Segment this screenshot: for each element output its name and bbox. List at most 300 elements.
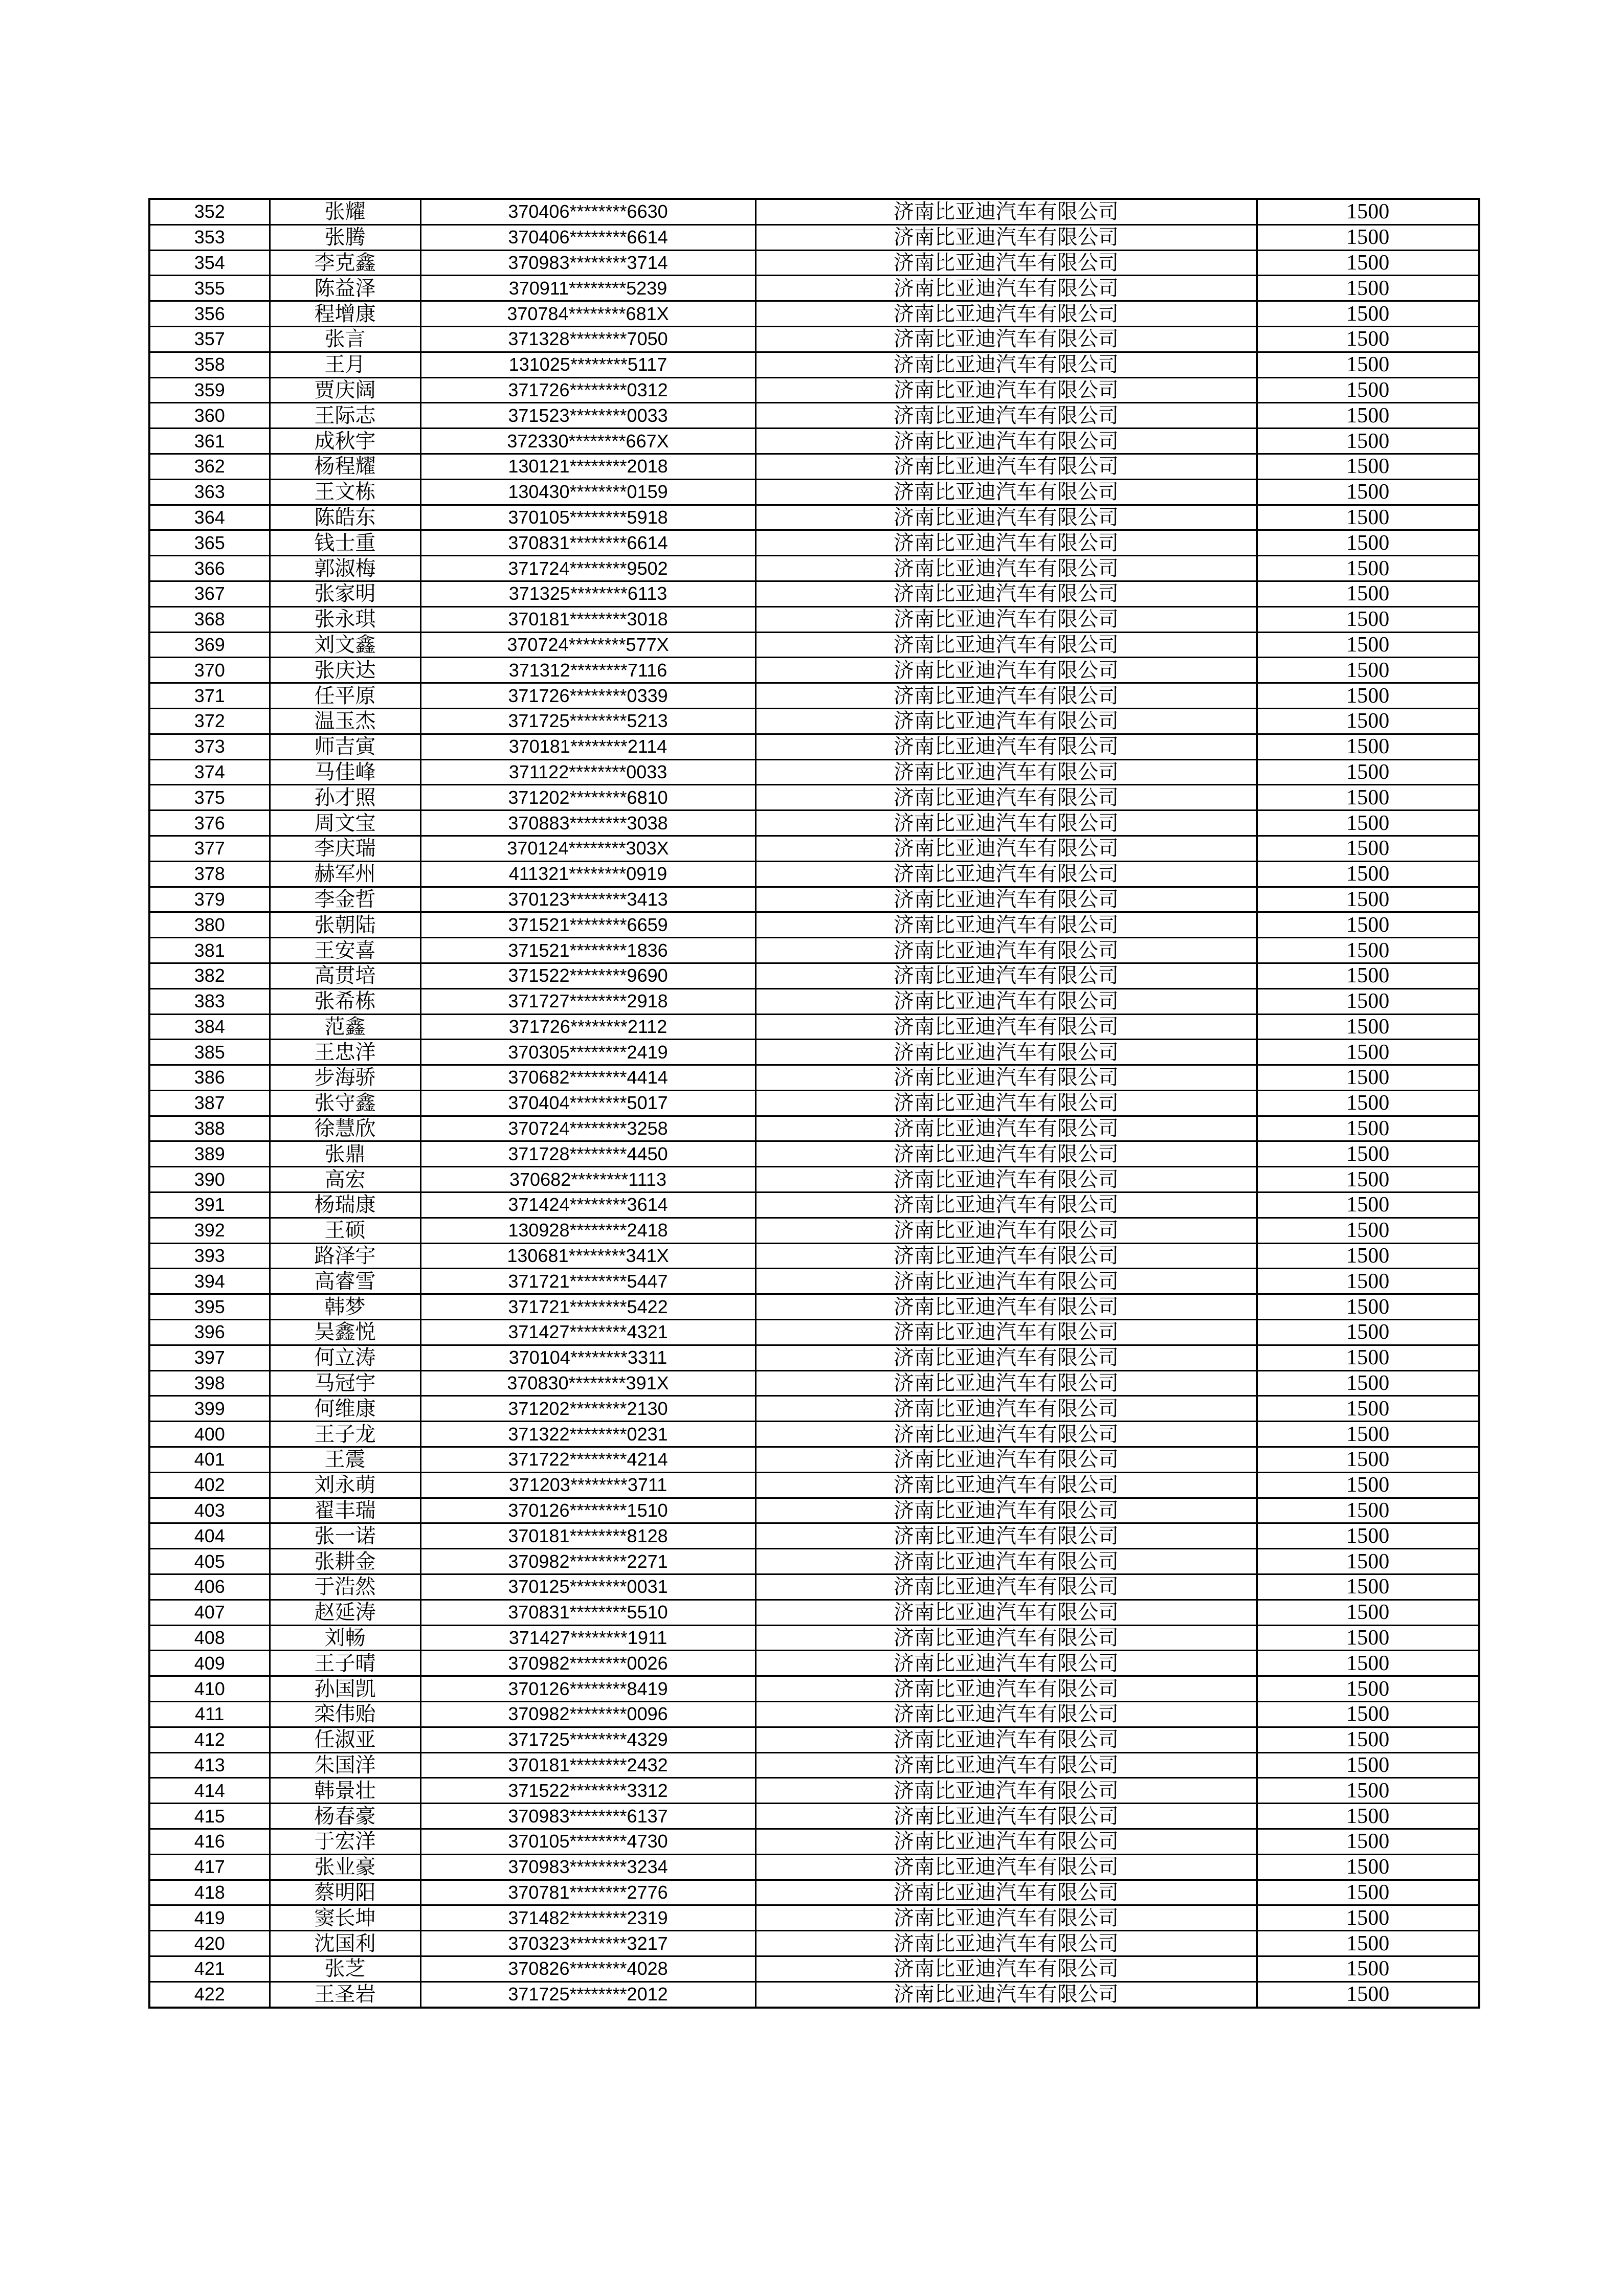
company-cell: 济南比亚迪汽车有限公司 [755, 199, 1257, 224]
company-cell: 济南比亚迪汽车有限公司 [755, 938, 1257, 963]
amount-cell: 1500 [1257, 505, 1479, 530]
amount-cell: 1500 [1257, 1727, 1479, 1752]
company-cell: 济南比亚迪汽车有限公司 [755, 1167, 1257, 1192]
amount-cell: 1500 [1257, 1702, 1479, 1727]
name-cell: 张鼎 [270, 1141, 420, 1167]
row-number-cell: 374 [149, 759, 270, 785]
name-cell: 于宏洋 [270, 1829, 420, 1855]
amount-cell: 1500 [1257, 1294, 1479, 1320]
id-number-cell: 371522********9690 [420, 963, 755, 988]
name-cell: 张庆达 [270, 658, 420, 683]
row-number-cell: 364 [149, 505, 270, 530]
row-number-cell: 381 [149, 938, 270, 963]
row-number-cell: 355 [149, 276, 270, 301]
table-row [149, 1676, 1479, 1702]
table-row [149, 1549, 1479, 1574]
name-cell: 王圣岩 [270, 1982, 420, 2007]
table-row [149, 429, 1479, 454]
name-cell: 刘畅 [270, 1625, 420, 1651]
id-number-cell: 370781********2776 [420, 1880, 755, 1905]
table-row [149, 734, 1479, 759]
row-number-cell: 398 [149, 1370, 270, 1396]
row-number-cell: 405 [149, 1549, 270, 1574]
name-cell: 师吉寅 [270, 734, 420, 759]
company-cell: 济南比亚迪汽车有限公司 [755, 988, 1257, 1014]
company-cell: 济南比亚迪汽车有限公司 [755, 1651, 1257, 1676]
amount-cell: 1500 [1257, 1141, 1479, 1167]
row-number-cell: 371 [149, 683, 270, 709]
table-row [149, 708, 1479, 734]
table-row [149, 326, 1479, 352]
table-row [149, 224, 1479, 250]
id-number-cell: 370983********6137 [420, 1804, 755, 1829]
table-row [149, 836, 1479, 861]
name-cell: 王安喜 [270, 938, 420, 963]
table-row [149, 988, 1479, 1014]
amount-cell: 1500 [1257, 1472, 1479, 1498]
name-cell: 杨程耀 [270, 454, 420, 479]
amount-cell: 1500 [1257, 1269, 1479, 1294]
amount-cell: 1500 [1257, 836, 1479, 861]
id-number-cell: 371523********0033 [420, 403, 755, 429]
name-cell: 程增康 [270, 301, 420, 327]
id-number-cell: 130121********2018 [420, 454, 755, 479]
name-cell: 路泽宇 [270, 1243, 420, 1269]
amount-cell: 1500 [1257, 1829, 1479, 1855]
id-number-cell: 371312********7116 [420, 658, 755, 683]
table-row [149, 377, 1479, 403]
row-number-cell: 365 [149, 530, 270, 556]
table-row [149, 1651, 1479, 1676]
amount-cell: 1500 [1257, 301, 1479, 327]
company-cell: 济南比亚迪汽车有限公司 [755, 606, 1257, 632]
company-cell: 济南比亚迪汽车有限公司 [755, 1345, 1257, 1370]
company-cell: 济南比亚迪汽车有限公司 [755, 556, 1257, 581]
name-cell: 马佳峰 [270, 759, 420, 785]
row-number-cell: 358 [149, 352, 270, 377]
id-number-cell: 371325********6113 [420, 581, 755, 606]
id-number-cell: 371521********6659 [420, 912, 755, 938]
id-number-cell: 370181********2432 [420, 1752, 755, 1778]
row-number-cell: 368 [149, 606, 270, 632]
amount-cell: 1500 [1257, 556, 1479, 581]
row-number-cell: 390 [149, 1167, 270, 1192]
id-number-cell: 371727********2918 [420, 988, 755, 1014]
id-number-cell: 371726********0339 [420, 683, 755, 709]
company-cell: 济南比亚迪汽车有限公司 [755, 1727, 1257, 1752]
table-row [149, 276, 1479, 301]
company-cell: 济南比亚迪汽车有限公司 [755, 1829, 1257, 1855]
id-number-cell: 370105********4730 [420, 1829, 755, 1855]
name-cell: 王文栋 [270, 479, 420, 505]
row-number-cell: 391 [149, 1192, 270, 1218]
name-cell: 陈皓东 [270, 505, 420, 530]
name-cell: 周文宝 [270, 811, 420, 836]
amount-cell: 1500 [1257, 479, 1479, 505]
roster-table [148, 198, 1480, 2009]
name-cell: 钱士重 [270, 530, 420, 556]
name-cell: 范鑫 [270, 1014, 420, 1040]
company-cell: 济南比亚迪汽车有限公司 [755, 1269, 1257, 1294]
amount-cell: 1500 [1257, 887, 1479, 912]
company-cell: 济南比亚迪汽车有限公司 [755, 683, 1257, 709]
name-cell: 李克鑫 [270, 250, 420, 276]
name-cell: 赫军州 [270, 861, 420, 887]
table-row [149, 1702, 1479, 1727]
id-number-cell: 370125********0031 [420, 1574, 755, 1600]
table-row [149, 301, 1479, 327]
table-row [149, 606, 1479, 632]
company-cell: 济南比亚迪汽车有限公司 [755, 1218, 1257, 1243]
company-cell: 济南比亚迪汽车有限公司 [755, 658, 1257, 683]
id-number-cell: 371482********2319 [420, 1905, 755, 1931]
name-cell: 张守鑫 [270, 1090, 420, 1116]
id-number-cell: 371725********4329 [420, 1727, 755, 1752]
name-cell: 高贯培 [270, 963, 420, 988]
row-number-cell: 407 [149, 1600, 270, 1625]
amount-cell: 1500 [1257, 988, 1479, 1014]
row-number-cell: 403 [149, 1498, 270, 1523]
amount-cell: 1500 [1257, 1574, 1479, 1600]
id-number-cell: 370126********1510 [420, 1498, 755, 1523]
amount-cell: 1500 [1257, 1804, 1479, 1829]
name-cell: 张朝陆 [270, 912, 420, 938]
name-cell: 步海骄 [270, 1065, 420, 1091]
row-number-cell: 411 [149, 1702, 270, 1727]
amount-cell: 1500 [1257, 1880, 1479, 1905]
row-number-cell: 382 [149, 963, 270, 988]
name-cell: 孙国凯 [270, 1676, 420, 1702]
amount-cell: 1500 [1257, 1243, 1479, 1269]
row-number-cell: 400 [149, 1422, 270, 1447]
amount-cell: 1500 [1257, 606, 1479, 632]
table-row [149, 1905, 1479, 1931]
row-number-cell: 384 [149, 1014, 270, 1040]
id-number-cell: 370181********2114 [420, 734, 755, 759]
amount-cell: 1500 [1257, 1192, 1479, 1218]
id-number-cell: 371728********4450 [420, 1141, 755, 1167]
name-cell: 翟丰瑞 [270, 1498, 420, 1523]
table-row [149, 199, 1479, 224]
name-cell: 王子龙 [270, 1422, 420, 1447]
row-number-cell: 402 [149, 1472, 270, 1498]
row-number-cell: 361 [149, 429, 270, 454]
company-cell: 济南比亚迪汽车有限公司 [755, 326, 1257, 352]
name-cell: 刘文鑫 [270, 632, 420, 658]
row-number-cell: 380 [149, 912, 270, 938]
company-cell: 济南比亚迪汽车有限公司 [755, 836, 1257, 861]
row-number-cell: 401 [149, 1447, 270, 1473]
row-number-cell: 369 [149, 632, 270, 658]
row-number-cell: 375 [149, 785, 270, 811]
company-cell: 济南比亚迪汽车有限公司 [755, 1192, 1257, 1218]
table-row [149, 1243, 1479, 1269]
row-number-cell: 360 [149, 403, 270, 429]
id-number-cell: 371203********3711 [420, 1472, 755, 1498]
row-number-cell: 421 [149, 1956, 270, 1982]
name-cell: 张家明 [270, 581, 420, 606]
name-cell: 杨春豪 [270, 1804, 420, 1829]
company-cell: 济南比亚迪汽车有限公司 [755, 1752, 1257, 1778]
row-number-cell: 353 [149, 224, 270, 250]
id-number-cell: 371522********3312 [420, 1778, 755, 1804]
id-number-cell: 371427********4321 [420, 1320, 755, 1345]
name-cell: 张一诺 [270, 1523, 420, 1549]
row-number-cell: 418 [149, 1880, 270, 1905]
company-cell: 济南比亚迪汽车有限公司 [755, 963, 1257, 988]
table-row [149, 938, 1479, 963]
table-row [149, 1294, 1479, 1320]
table-row [149, 1447, 1479, 1473]
name-cell: 张耀 [270, 199, 420, 224]
amount-cell: 1500 [1257, 1090, 1479, 1116]
table-row [149, 1880, 1479, 1905]
table-row [149, 1804, 1479, 1829]
name-cell: 王硕 [270, 1218, 420, 1243]
table-row [149, 250, 1479, 276]
id-number-cell: 370724********577X [420, 632, 755, 658]
name-cell: 王际志 [270, 403, 420, 429]
name-cell: 赵延涛 [270, 1600, 420, 1625]
name-cell: 王震 [270, 1447, 420, 1473]
table-row [149, 683, 1479, 709]
row-number-cell: 389 [149, 1141, 270, 1167]
table-row [149, 912, 1479, 938]
amount-cell: 1500 [1257, 1600, 1479, 1625]
row-number-cell: 415 [149, 1804, 270, 1829]
row-number-cell: 417 [149, 1854, 270, 1880]
company-cell: 济南比亚迪汽车有限公司 [755, 1702, 1257, 1727]
company-cell: 济南比亚迪汽车有限公司 [755, 1600, 1257, 1625]
table-row [149, 505, 1479, 530]
name-cell: 窦长坤 [270, 1905, 420, 1931]
company-cell: 济南比亚迪汽车有限公司 [755, 505, 1257, 530]
id-number-cell: 370724********3258 [420, 1116, 755, 1141]
amount-cell: 1500 [1257, 530, 1479, 556]
amount-cell: 1500 [1257, 1651, 1479, 1676]
name-cell: 吴鑫悦 [270, 1320, 420, 1345]
row-number-cell: 409 [149, 1651, 270, 1676]
table-row [149, 1345, 1479, 1370]
table-row [149, 1727, 1479, 1752]
row-number-cell: 394 [149, 1269, 270, 1294]
name-cell: 栾伟贻 [270, 1702, 420, 1727]
id-number-cell: 370982********0026 [420, 1651, 755, 1676]
amount-cell: 1500 [1257, 811, 1479, 836]
row-number-cell: 416 [149, 1829, 270, 1855]
id-number-cell: 371721********5422 [420, 1294, 755, 1320]
table-row [149, 1396, 1479, 1422]
amount-cell: 1500 [1257, 963, 1479, 988]
id-number-cell: 131025********5117 [420, 352, 755, 377]
table-row [149, 1116, 1479, 1141]
row-number-cell: 367 [149, 581, 270, 606]
company-cell: 济南比亚迪汽车有限公司 [755, 1040, 1257, 1065]
table-row [149, 1472, 1479, 1498]
id-number-cell: 370883********3038 [420, 811, 755, 836]
amount-cell: 1500 [1257, 861, 1479, 887]
id-number-cell: 370982********2271 [420, 1549, 755, 1574]
name-cell: 于浩然 [270, 1574, 420, 1600]
company-cell: 济南比亚迪汽车有限公司 [755, 1778, 1257, 1804]
id-number-cell: 371726********0312 [420, 377, 755, 403]
name-cell: 高宏 [270, 1167, 420, 1192]
company-cell: 济南比亚迪汽车有限公司 [755, 1574, 1257, 1600]
company-cell: 济南比亚迪汽车有限公司 [755, 861, 1257, 887]
row-number-cell: 396 [149, 1320, 270, 1345]
id-number-cell: 370305********2419 [420, 1040, 755, 1065]
table-row [149, 1218, 1479, 1243]
name-cell: 张言 [270, 326, 420, 352]
table-row [149, 1090, 1479, 1116]
id-number-cell: 370181********3018 [420, 606, 755, 632]
company-cell: 济南比亚迪汽车有限公司 [755, 632, 1257, 658]
table-row [149, 1192, 1479, 1218]
company-cell: 济南比亚迪汽车有限公司 [755, 887, 1257, 912]
amount-cell: 1500 [1257, 1778, 1479, 1804]
id-number-cell: 130928********2418 [420, 1218, 755, 1243]
table-row [149, 1269, 1479, 1294]
company-cell: 济南比亚迪汽车有限公司 [755, 403, 1257, 429]
row-number-cell: 363 [149, 479, 270, 505]
table-row [149, 658, 1479, 683]
id-number-cell: 371322********0231 [420, 1422, 755, 1447]
name-cell: 任淑亚 [270, 1727, 420, 1752]
table-row [149, 759, 1479, 785]
table-row [149, 1982, 1479, 2007]
id-number-cell: 370123********3413 [420, 887, 755, 912]
row-number-cell: 362 [149, 454, 270, 479]
row-number-cell: 422 [149, 1982, 270, 2007]
id-number-cell: 370323********3217 [420, 1931, 755, 1956]
row-number-cell: 397 [149, 1345, 270, 1370]
table-row [149, 1931, 1479, 1956]
company-cell: 济南比亚迪汽车有限公司 [755, 1880, 1257, 1905]
table-row [149, 1370, 1479, 1396]
name-cell: 李金哲 [270, 887, 420, 912]
name-cell: 何维康 [270, 1396, 420, 1422]
table-row [149, 1574, 1479, 1600]
id-number-cell: 371427********1911 [420, 1625, 755, 1651]
company-cell: 济南比亚迪汽车有限公司 [755, 1905, 1257, 1931]
name-cell: 孙才照 [270, 785, 420, 811]
table-row [149, 1141, 1479, 1167]
company-cell: 济南比亚迪汽车有限公司 [755, 1116, 1257, 1141]
amount-cell: 1500 [1257, 1549, 1479, 1574]
table-row [149, 1600, 1479, 1625]
id-number-cell: 372330********667X [420, 429, 755, 454]
amount-cell: 1500 [1257, 938, 1479, 963]
company-cell: 济南比亚迪汽车有限公司 [755, 912, 1257, 938]
company-cell: 济南比亚迪汽车有限公司 [755, 301, 1257, 327]
company-cell: 济南比亚迪汽车有限公司 [755, 1090, 1257, 1116]
table-row [149, 403, 1479, 429]
amount-cell: 1500 [1257, 1447, 1479, 1473]
amount-cell: 1500 [1257, 1752, 1479, 1778]
row-number-cell: 379 [149, 887, 270, 912]
row-number-cell: 372 [149, 708, 270, 734]
id-number-cell: 371726********2112 [420, 1014, 755, 1040]
name-cell: 高睿雪 [270, 1269, 420, 1294]
table-row [149, 581, 1479, 606]
company-cell: 济南比亚迪汽车有限公司 [755, 224, 1257, 250]
amount-cell: 1500 [1257, 352, 1479, 377]
table-row [149, 1523, 1479, 1549]
amount-cell: 1500 [1257, 708, 1479, 734]
company-cell: 济南比亚迪汽车有限公司 [755, 1422, 1257, 1447]
amount-cell: 1500 [1257, 1625, 1479, 1651]
row-number-cell: 376 [149, 811, 270, 836]
company-cell: 济南比亚迪汽车有限公司 [755, 1141, 1257, 1167]
row-number-cell: 419 [149, 1905, 270, 1931]
amount-cell: 1500 [1257, 377, 1479, 403]
row-number-cell: 359 [149, 377, 270, 403]
id-number-cell: 370982********0096 [420, 1702, 755, 1727]
id-number-cell: 370830********391X [420, 1370, 755, 1396]
company-cell: 济南比亚迪汽车有限公司 [755, 581, 1257, 606]
company-cell: 济南比亚迪汽车有限公司 [755, 708, 1257, 734]
id-number-cell: 370826********4028 [420, 1956, 755, 1982]
row-number-cell: 354 [149, 250, 270, 276]
amount-cell: 1500 [1257, 759, 1479, 785]
row-number-cell: 366 [149, 556, 270, 581]
id-number-cell: 371424********3614 [420, 1192, 755, 1218]
amount-cell: 1500 [1257, 1931, 1479, 1956]
row-number-cell: 408 [149, 1625, 270, 1651]
table-row [149, 454, 1479, 479]
id-number-cell: 370406********6630 [420, 199, 755, 224]
id-number-cell: 371202********2130 [420, 1396, 755, 1422]
row-number-cell: 412 [149, 1727, 270, 1752]
company-cell: 济南比亚迪汽车有限公司 [755, 1956, 1257, 1982]
amount-cell: 1500 [1257, 1982, 1479, 2007]
company-cell: 济南比亚迪汽车有限公司 [755, 1931, 1257, 1956]
id-number-cell: 371725********2012 [420, 1982, 755, 2007]
id-number-cell: 371122********0033 [420, 759, 755, 785]
amount-cell: 1500 [1257, 199, 1479, 224]
table-row [149, 1752, 1479, 1778]
table-row [149, 556, 1479, 581]
amount-cell: 1500 [1257, 276, 1479, 301]
company-cell: 济南比亚迪汽车有限公司 [755, 811, 1257, 836]
company-cell: 济南比亚迪汽车有限公司 [755, 1294, 1257, 1320]
amount-cell: 1500 [1257, 1167, 1479, 1192]
amount-cell: 1500 [1257, 1676, 1479, 1702]
amount-cell: 1500 [1257, 1956, 1479, 1982]
company-cell: 济南比亚迪汽车有限公司 [755, 479, 1257, 505]
id-number-cell: 370126********8419 [420, 1676, 755, 1702]
roster-table-body [149, 199, 1479, 2008]
id-number-cell: 130430********0159 [420, 479, 755, 505]
row-number-cell: 352 [149, 199, 270, 224]
table-row [149, 963, 1479, 988]
id-number-cell: 370831********5510 [420, 1600, 755, 1625]
name-cell: 韩景壮 [270, 1778, 420, 1804]
name-cell: 马冠宇 [270, 1370, 420, 1396]
id-number-cell: 370104********3311 [420, 1345, 755, 1370]
amount-cell: 1500 [1257, 1498, 1479, 1523]
id-number-cell: 370983********3714 [420, 250, 755, 276]
name-cell: 张希栋 [270, 988, 420, 1014]
row-number-cell: 410 [149, 1676, 270, 1702]
company-cell: 济南比亚迪汽车有限公司 [755, 1854, 1257, 1880]
row-number-cell: 414 [149, 1778, 270, 1804]
name-cell: 沈国利 [270, 1931, 420, 1956]
amount-cell: 1500 [1257, 1065, 1479, 1091]
company-cell: 济南比亚迪汽车有限公司 [755, 1243, 1257, 1269]
row-number-cell: 373 [149, 734, 270, 759]
id-number-cell: 370181********8128 [420, 1523, 755, 1549]
